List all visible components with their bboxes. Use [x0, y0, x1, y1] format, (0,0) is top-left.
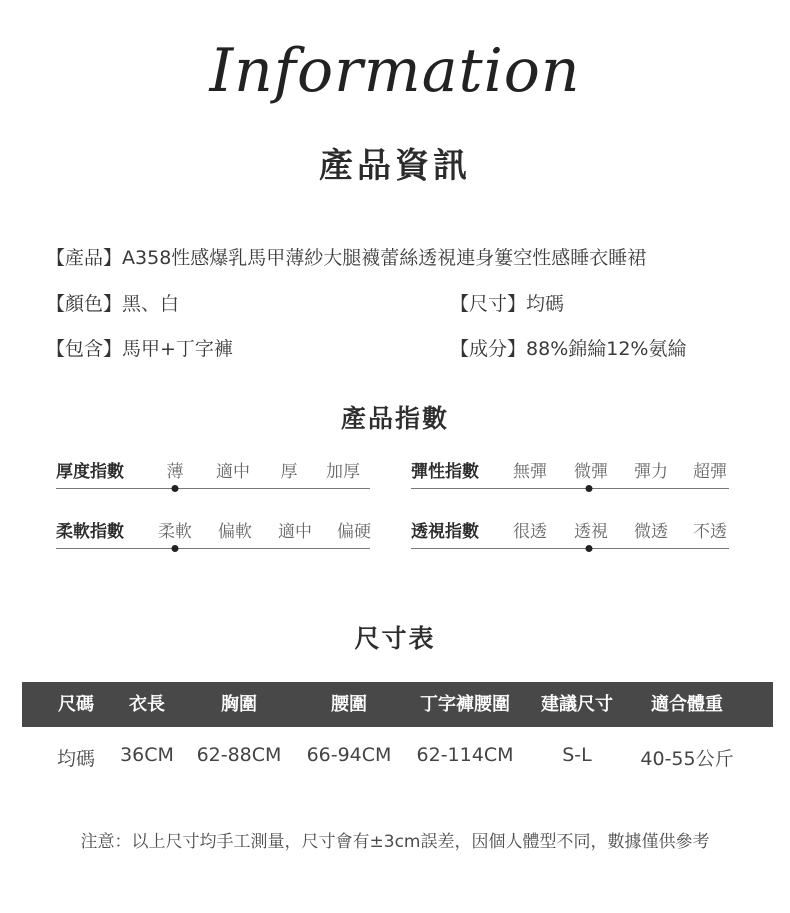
table-cell: 40-55公斤	[640, 748, 734, 770]
size-table-header	[22, 682, 773, 727]
scale-transparency-label: 透視指數	[411, 522, 479, 542]
table-cell: 36CM	[120, 744, 174, 766]
table-cell: 62-88CM	[196, 744, 282, 766]
scale-elasticity-label: 彈性指數	[411, 462, 479, 482]
scale-marker	[586, 545, 593, 552]
table-cell: 均碼	[56, 748, 96, 770]
scale-marker	[172, 485, 179, 492]
table-header-cell: 建議尺寸	[541, 694, 613, 715]
scale-option: 不透	[693, 522, 727, 542]
info-package	[46, 334, 233, 361]
scale-line	[411, 488, 729, 489]
scale-option: 加厚	[326, 462, 360, 482]
scale-elasticity	[411, 457, 729, 503]
table-header-cell: 衣長	[129, 694, 165, 715]
info-material	[450, 334, 686, 361]
table-header-cell: 胸圍	[221, 694, 257, 715]
info-color-label: 【顏色】	[46, 293, 123, 315]
info-product-label: 【產品】	[46, 247, 123, 269]
info-material-label: 【成分】	[450, 338, 527, 360]
info-material-value: 88%錦綸12%氨綸	[526, 338, 687, 360]
scale-option: 適中	[278, 522, 312, 542]
scale-option: 微透	[634, 522, 668, 542]
script-title: Information	[209, 36, 581, 106]
size-table-title: 尺寸表	[354, 624, 436, 653]
table-row	[22, 744, 773, 774]
scale-marker	[586, 485, 593, 492]
scale-option: 柔軟	[158, 522, 192, 542]
scale-line	[56, 488, 370, 489]
scale-thickness	[56, 457, 370, 503]
table-header-cell: 尺碼	[58, 694, 94, 715]
scale-thickness-label: 厚度指數	[56, 462, 124, 482]
table-header-cell: 腰圍	[331, 694, 367, 715]
scale-option: 薄	[166, 462, 184, 482]
info-product	[46, 243, 646, 270]
info-size-label: 【尺寸】	[450, 293, 527, 315]
table-cell: 66-94CM	[306, 744, 392, 766]
table-header-cell: 丁字褲腰圍	[420, 694, 510, 715]
scale-option: 偏硬	[337, 522, 371, 542]
info-color-value: 黑、白	[122, 293, 180, 315]
info-size	[450, 289, 564, 316]
scale-option: 無彈	[513, 462, 547, 482]
scale-option: 透視	[574, 522, 608, 542]
scale-option: 微彈	[574, 462, 608, 482]
table-header-cell: 適合體重	[651, 694, 723, 715]
info-package-label: 【包含】	[46, 338, 123, 360]
table-cell: 62-114CM	[416, 744, 514, 766]
scale-line	[411, 548, 729, 549]
index-section-title: 產品指數	[340, 404, 449, 433]
info-package-value: 馬甲+丁字褲	[122, 338, 233, 360]
scale-option: 厚	[280, 462, 298, 482]
page-title: 產品資訊	[319, 146, 471, 186]
scale-option: 很透	[513, 522, 547, 542]
scale-option: 彈力	[634, 462, 668, 482]
scale-transparency	[411, 517, 729, 563]
measurement-note: 注意：以上尺寸均手工測量，尺寸會有±3cm誤差，因個人體型不同，數據僅供參考	[80, 832, 710, 852]
scale-line	[56, 548, 370, 549]
info-size-value: 均碼	[526, 293, 565, 315]
scale-option: 適中	[216, 462, 250, 482]
info-product-value: A358性感爆乳馬甲薄紗大腿襪蕾絲透視連身簍空性感睡衣睡裙	[122, 247, 647, 269]
scale-option: 偏軟	[218, 522, 252, 542]
info-color	[46, 289, 179, 316]
scale-softness	[56, 517, 370, 563]
table-cell: S-L	[562, 744, 592, 766]
scale-softness-label: 柔軟指數	[56, 522, 124, 542]
scale-marker	[172, 545, 179, 552]
scale-option: 超彈	[693, 462, 727, 482]
